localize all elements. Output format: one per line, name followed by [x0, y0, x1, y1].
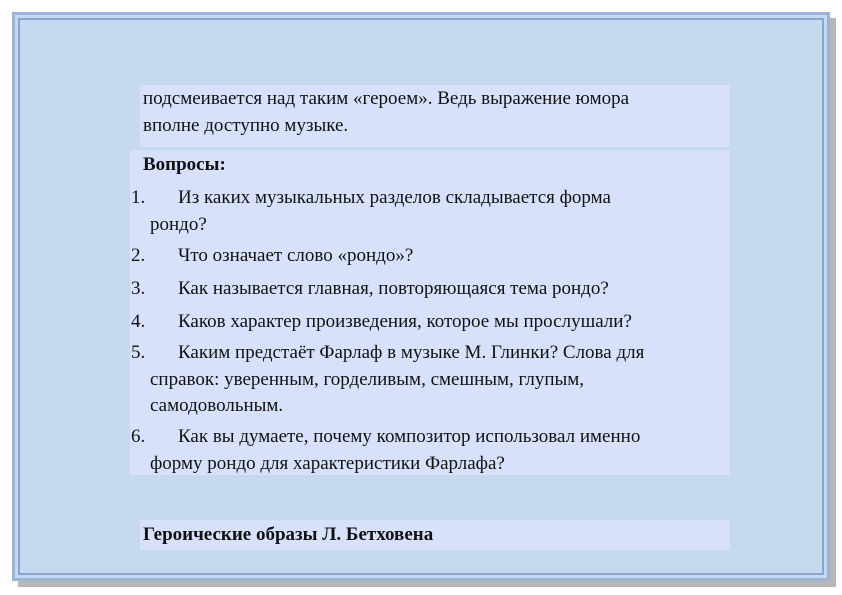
section-heading: Героические образы Л. Бетховена — [143, 524, 434, 545]
question-text: Как вы думаете, почему композитор использовал именно — [178, 426, 641, 447]
question-number: 2. — [131, 245, 146, 266]
question-text: самодовольным. — [150, 395, 284, 416]
question-number: 6. — [131, 426, 146, 447]
question-text: Из каких музыкальных разделов складывается форма — [178, 187, 611, 208]
intro-line-2: вполне доступно музыке. — [143, 115, 349, 136]
slide-shadow-right — [830, 18, 836, 587]
slide-shadow-bottom — [18, 581, 836, 587]
question-text: рондо? — [150, 214, 207, 235]
question-number: 4. — [131, 311, 146, 332]
question-number: 1. — [131, 187, 146, 208]
question-text: Каким предстаёт Фарлаф в музыке М. Глинки? Слова для — [178, 342, 645, 363]
question-number: 5. — [131, 342, 146, 363]
intro-line-1: подсмеивается над таким «героем». Ведь выражение юмора — [143, 88, 630, 109]
question-text: форму рондо для характеристики Фарлафа? — [150, 453, 505, 474]
question-number: 3. — [131, 278, 146, 299]
question-text: Каков характер произведения, которое мы прослушали? — [178, 311, 632, 332]
questions-heading: Вопросы: — [143, 154, 226, 175]
question-text: Что означает слово «рондо»? — [178, 245, 414, 266]
question-text: справок: уверенным, горделивым, смешным, глупым, — [150, 369, 585, 390]
question-text: Как называется главная, повторяющаяся тема рондо? — [178, 278, 609, 299]
